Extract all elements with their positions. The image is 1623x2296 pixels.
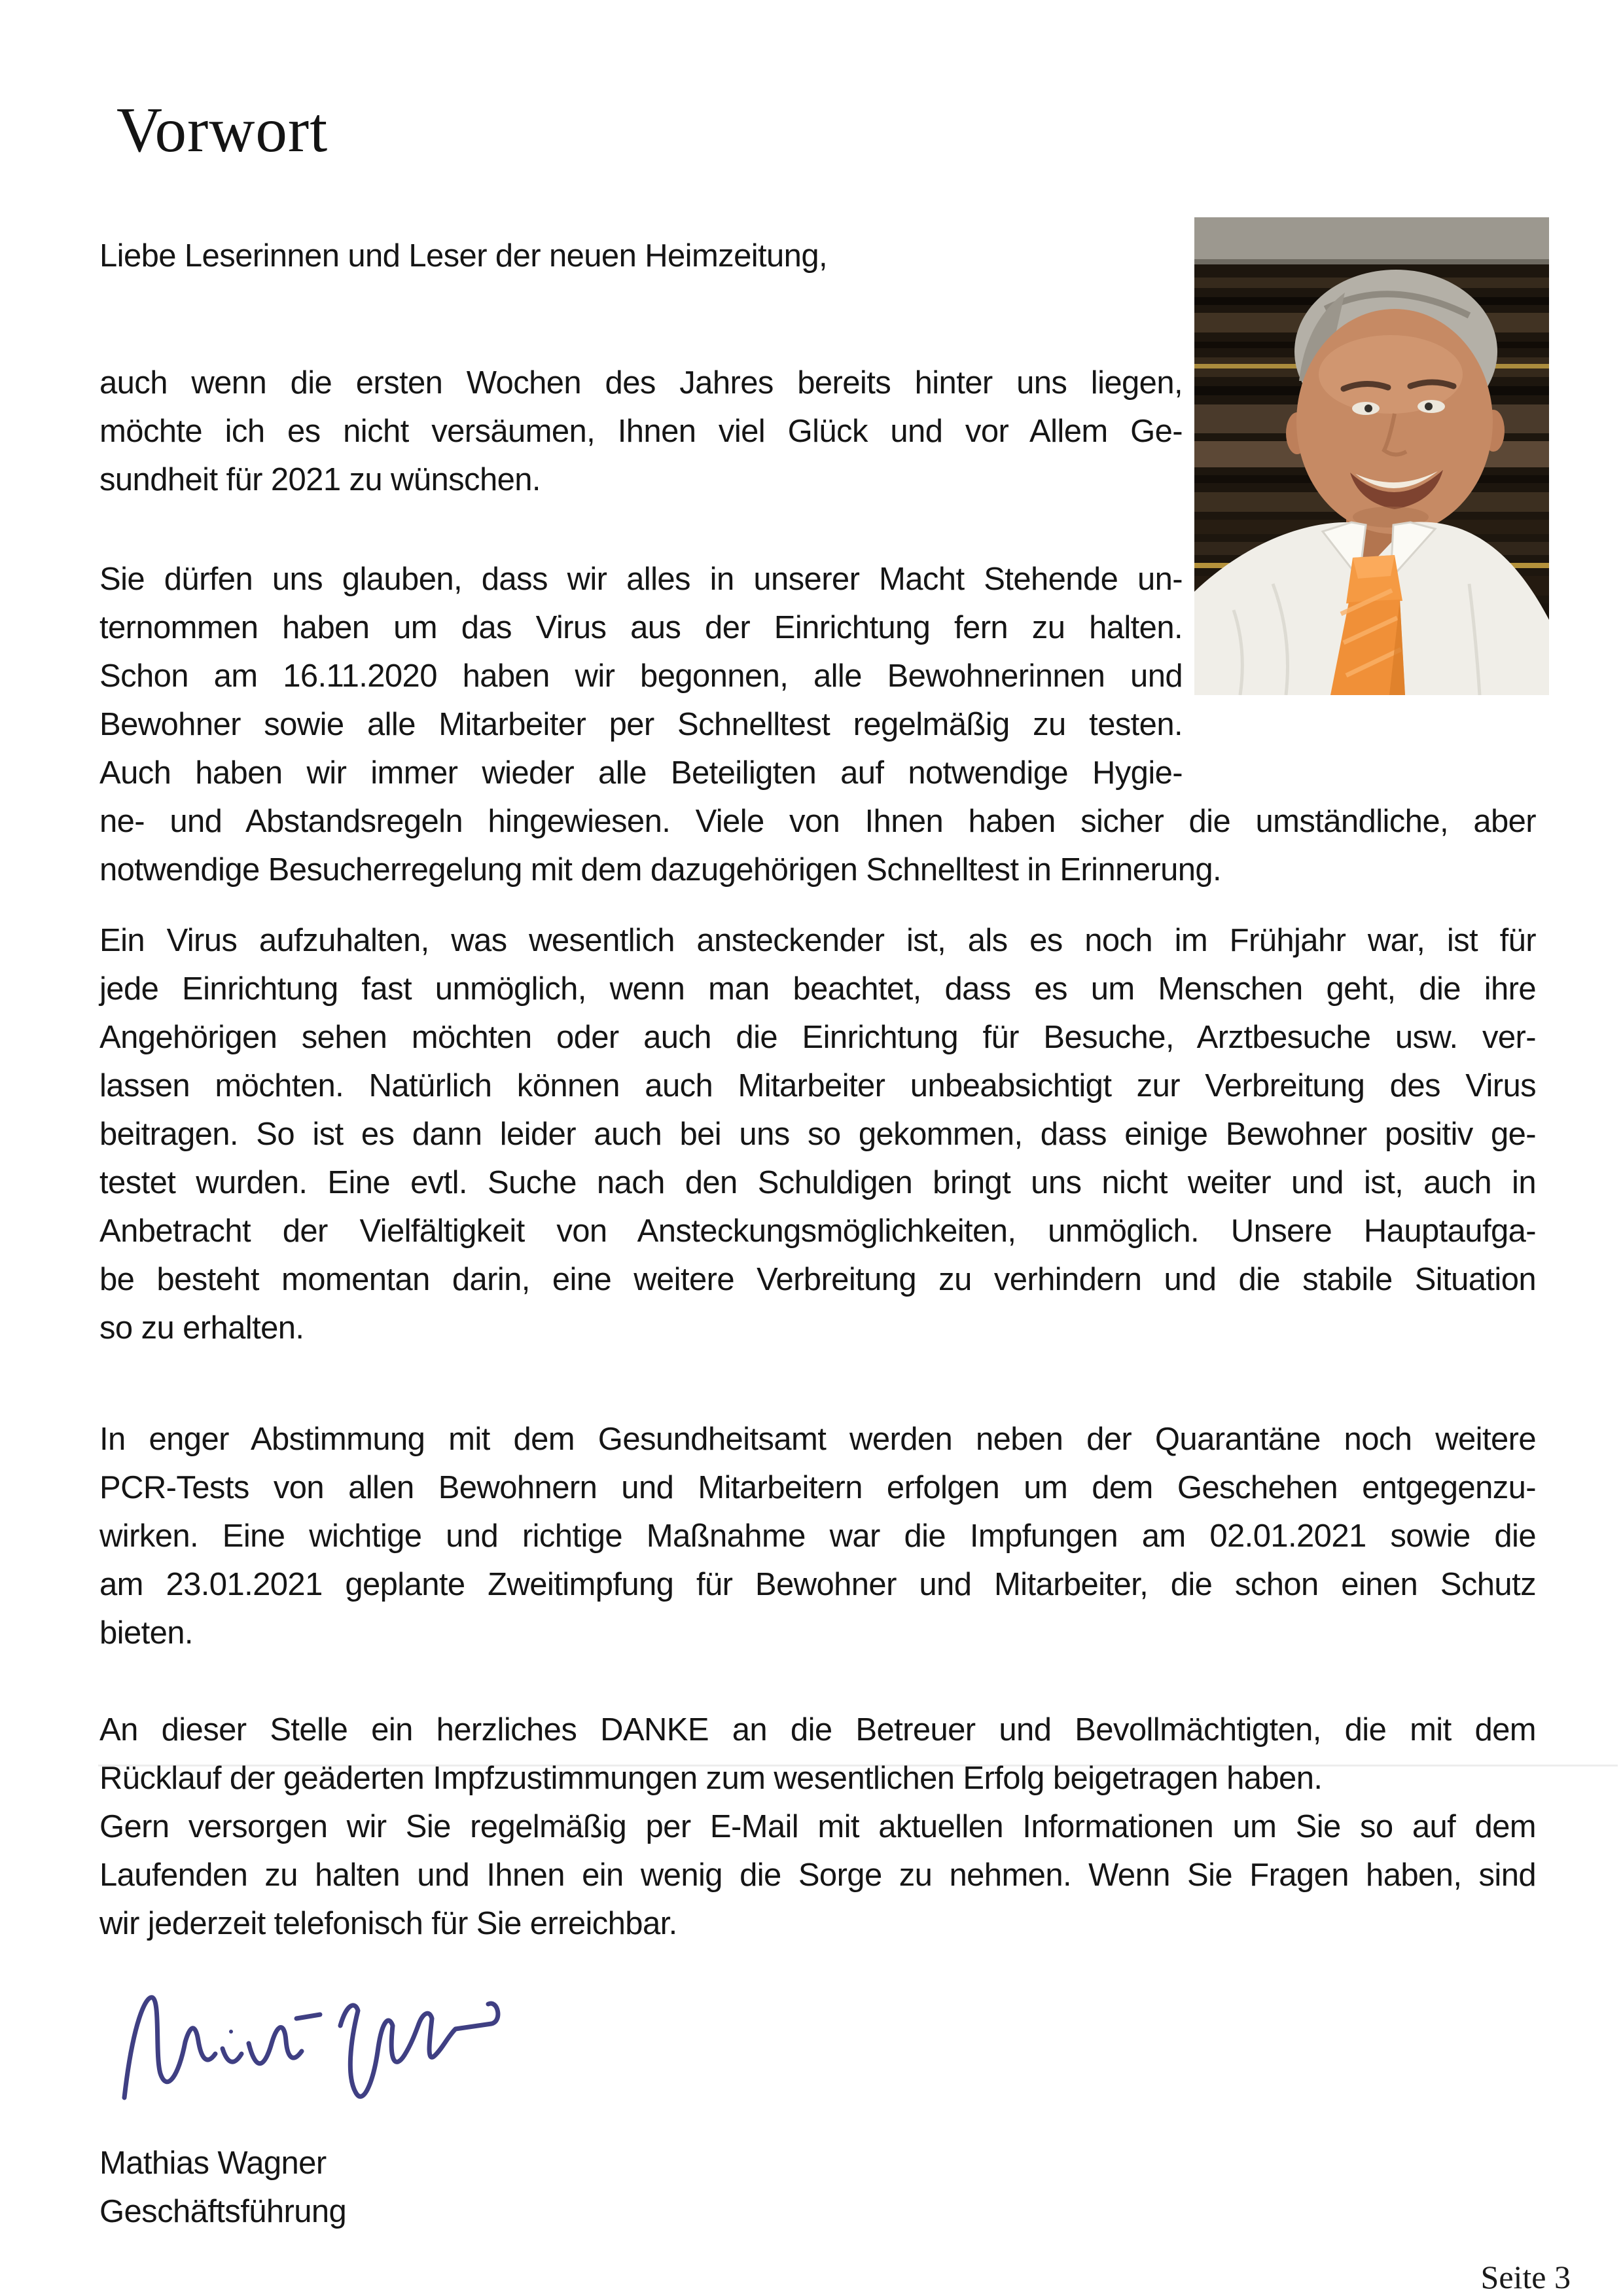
text-line: Sie dürfen uns glauben, dass wir alles in unserer Macht Stehende un- bbox=[99, 562, 1183, 597]
text-line: jede Einrichtung fast unmöglich, wenn man beachtet, dass es um Menschen geht, die ihre bbox=[99, 971, 1536, 1007]
text-line: PCR-Tests von allen Bewohnern und Mitarbeitern erfolgen um dem Geschehen entgegenzu- bbox=[99, 1470, 1536, 1505]
text-line: lassen möchten. Natürlich können auch Mitarbeiter unbeabsichtigt zur Verbreitung des Virus bbox=[99, 1068, 1536, 1103]
signoff-role: Geschäftsführung bbox=[99, 2194, 347, 2229]
paragraph bbox=[99, 916, 1536, 1352]
text-line: bieten. bbox=[99, 1615, 193, 1651]
text-line: beitragen. So ist es dann leider auch bei uns so gekommen, dass einige Bewohner positiv ge- bbox=[99, 1117, 1536, 1152]
text-line: Auch haben wir immer wieder alle Beteiligten auf notwendige Hygie- bbox=[99, 755, 1183, 791]
signoff-block bbox=[99, 2139, 346, 2236]
text-line: Gern versorgen wir Sie regelmäßig per E-Mail mit aktuellen Informationen um Sie so auf dem bbox=[99, 1809, 1536, 1844]
text-line: Laufenden zu halten und Ihnen ein wenig die Sorge zu nehmen. Wenn Sie Fragen haben, sind bbox=[99, 1857, 1536, 1893]
text-line: Liebe Leserinnen und Leser der neuen Heimzeitung, bbox=[99, 238, 828, 274]
paragraph bbox=[99, 1415, 1536, 1657]
text-line: be besteht momentan darin, eine weitere Verbreitung zu verhindern und die stabile Situation bbox=[99, 1262, 1536, 1297]
text-line: Angehörigen sehen möchten oder auch die Einrichtung für Besuche, Arztbesuche usw. ver- bbox=[99, 1020, 1536, 1055]
paragraph bbox=[99, 797, 1536, 894]
paragraph bbox=[99, 555, 1183, 797]
paragraph bbox=[99, 1803, 1536, 1948]
text-line: wir jederzeit telefonisch für Sie erreichbar. bbox=[99, 1906, 677, 1941]
text-line: am 23.01.2021 geplante Zweitimpfung für Bewohner und Mitarbeiter, die schon einen Schutz bbox=[99, 1567, 1536, 1602]
text-line: auch wenn die ersten Wochen des Jahres bereits hinter uns liegen, bbox=[99, 365, 1183, 401]
text-line: notwendige Besucherregelung mit dem dazugehörigen Schnelltest in Erinnerung. bbox=[99, 852, 1222, 888]
page-title: Vorwort bbox=[116, 95, 329, 165]
text-line: Ein Virus aufzuhalten, was wesentlich ansteckender ist, als es noch im Frühjahr war, ist für bbox=[99, 923, 1536, 958]
signoff-name: Mathias Wagner bbox=[99, 2145, 327, 2181]
paragraph bbox=[99, 1706, 1536, 1803]
text-line: möchte ich es nicht versäumen, Ihnen viel Glück und vor Allem Ge- bbox=[99, 414, 1183, 449]
text-line: Anbetracht der Vielfältigkeit von Ansteckungsmöglichkeiten, unmöglich. Unsere Hauptaufga- bbox=[99, 1213, 1536, 1249]
text-line: ternommen haben um das Virus aus der Einrichtung fern zu halten. bbox=[99, 610, 1183, 645]
text-line: Schon am 16.11.2020 haben wir begonnen, alle Bewohnerinnen und bbox=[99, 658, 1183, 694]
text-line: so zu erhalten. bbox=[99, 1310, 304, 1346]
paragraph bbox=[99, 359, 1183, 504]
portrait-photo-graphic bbox=[1194, 217, 1549, 695]
text-line: Rücklauf der geäderten Impfzustimmungen zum wesentlichen Erfolg beigetragen haben. bbox=[99, 1761, 1323, 1796]
page-number: Seite 3 bbox=[1480, 2259, 1571, 2295]
text-line: sundheit für 2021 zu wünschen. bbox=[99, 462, 541, 497]
text-line: wirken. Eine wichtige und richtige Maßnahme war die Impfungen am 02.01.2021 sowie die bbox=[99, 1518, 1536, 1554]
paragraph bbox=[99, 232, 1183, 280]
text-column-narrow bbox=[99, 232, 1183, 797]
text-line: In enger Abstimmung mit dem Gesundheitsamt werden neben der Quarantäne noch weitere bbox=[99, 1422, 1536, 1457]
portrait-photo bbox=[1194, 217, 1549, 695]
text-line: An dieser Stelle ein herzliches DANKE an die Betreuer und Bevollmächtigten, die mit dem bbox=[99, 1712, 1536, 1748]
text-line: ne- und Abstandsregeln hingewiesen. Viele von Ihnen haben sicher die umständliche, aber bbox=[99, 804, 1536, 839]
text-column-full bbox=[99, 797, 1536, 1948]
signature-image bbox=[115, 1964, 540, 2134]
text-line: Bewohner sowie alle Mitarbeiter per Schnelltest regelmäßig zu testen. bbox=[99, 707, 1183, 742]
text-line: testet wurden. Eine evtl. Suche nach den Schuldigen bringt uns nicht weiter und ist, auch in bbox=[99, 1165, 1536, 1200]
